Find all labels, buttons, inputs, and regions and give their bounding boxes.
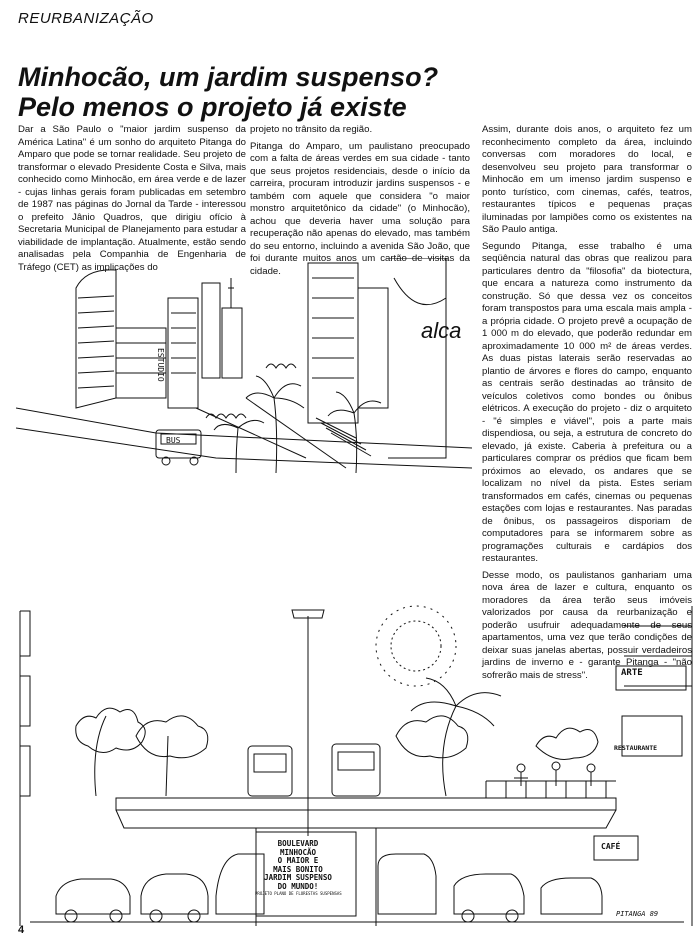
sign-line: DO MUNDO!: [277, 881, 319, 891]
bus-sign: BUS: [166, 436, 181, 445]
page-number: 4: [18, 924, 25, 936]
sign-line: JARDIM SUSPENSO: [264, 873, 332, 882]
col2-paragraph: projeto no trânsito da região.: [250, 124, 373, 135]
article-column-1: [18, 124, 246, 278]
col2-paragraph: Pitanga do Amparo, um paulistano preocupado com a falta de áreas verdes em sua cidade - tanto que seus projetos residenciais, desde o início da carreira, procuram introduzir jardins suspensos - e também com aquele que considera "o maior monstro arquitetônico da cidade" (o Minhocão), achou que deveria haver uma solução para recuperação não apenas do elevado, mas também do seu entorno, incluindo a avenida São João, que foi durante muitos anos um cartão de visitas da cidade.: [250, 140, 470, 277]
sign-credit: PROJETO PLANO DE FLORESTAS SUSPENSAS: [255, 891, 342, 896]
boulevard-sign: [255, 840, 341, 896]
artist-signature: PITANGA 89: [616, 910, 659, 918]
perspective-sketch: [16, 258, 472, 476]
sign-line: O MAIOR E: [277, 856, 319, 865]
store-sign: alca: [421, 318, 462, 343]
building-sign: ESTUDIO: [156, 348, 165, 382]
col1-paragraph: Dar a São Paulo o "maior jardim suspenso da América Latina" é um sonho do arquiteto Pitanga do Amparo que pode se tornar realidade. Seu projeto de transformar o elevado Presidente Costa e Silva, mais conhecido como Minhocão, em área verde e de lazer - cujas linhas gerais foram publicadas em setembro de 1987 nas páginas do Jornal da Tarde - interessou o prefeito Jânio Quadros, que dirigiu ofício à Secretaria Municipal de Planejamento para estudar a viabilidade de implantação. Atualmente, estão sendo analisadas pela Companhia de Engenharia de Tráfego (CET) as implicações do: [18, 124, 246, 273]
shop-sign-restaurant: RESTAURANTE: [614, 744, 658, 752]
sign-line: MINHOCÃO: [279, 847, 317, 857]
headline-line-1: Minhocão, um jardim suspenso?: [18, 62, 439, 92]
cross-section-sketch: [16, 596, 694, 926]
section-label: REURBANIZAÇÃO: [18, 10, 154, 27]
headline: [18, 62, 678, 122]
headline-line-2: Pelo menos o projeto já existe: [18, 92, 407, 122]
shop-sign-art: ARTE: [621, 668, 643, 678]
sign-line: MAIS BONITO: [273, 864, 323, 874]
col3-paragraph: Segundo Pitanga, esse trabalho é uma seqüência natural das obras que realizou para particulares dentro da "filosofia" da biotectura, que encara a natureza como instrumento da construção. Só que dessa vez os conceitos foram transpostos para uma escala mais ampla - a própria cidade. O projeto prevê a ocupação de 1 000 m do elevado, que poderão redundar em aproximadamente 10 000 m² de áreas verdes. As duas pistas laterais serão reservadas ao plantio de árvores e flores do campo, enquanto as centrais serão destinadas ao trânsito de veículos coletivos como bondes ou ônibus elétricos. A execução do projeto - diz o arquiteto - "é simples e viável", pois a parte mais dispendiosa, ou seja, a estrutura de concreto do elevado, já existe. Caberia à prefeitura ou a particulares comprar os prédios que ficam bem próximos ao elevado, os andares que se localizam no nível da pista. Estes seriam transformados em cafés, cinemas ou pequenas estações com lojas e restaurantes. Nas paradas de ônibus, os passageiros disporiam de computadores para se informarem sobre as programações culturais e cardápios dos restaurantes.: [482, 240, 692, 564]
col3-paragraph: Assim, durante dois anos, o arquiteto fez um reconhecimento completo da área, incluindo conversas com moradores do local, e desenvolveu seu projeto para transformar o Minhocão em um imenso jardim suspenso e ponto turístico, com cinemas, cafés, teatros, restaurantes típicos e pequenas praças iluminadas por lampiões como os existentes na São Paulo antiga.: [482, 124, 692, 235]
col3-paragraph: Desse modo, os paulistanos ganhariam uma nova área de lazer e cultura, enquanto os moradores da área terão seus imóveis valorizados por causa da reurbanização e poderão usufruir adequadamente de seus apartamentos, uma vez que terão condições de deixar suas janelas abertas, possuir verdadeiros jardins de inverno e - garante Pitanga - "não sofrerão mais de stress".: [482, 569, 692, 681]
shop-sign-cafe: CAFÉ: [601, 842, 621, 851]
sign-line: BOULEVARD: [277, 839, 319, 848]
